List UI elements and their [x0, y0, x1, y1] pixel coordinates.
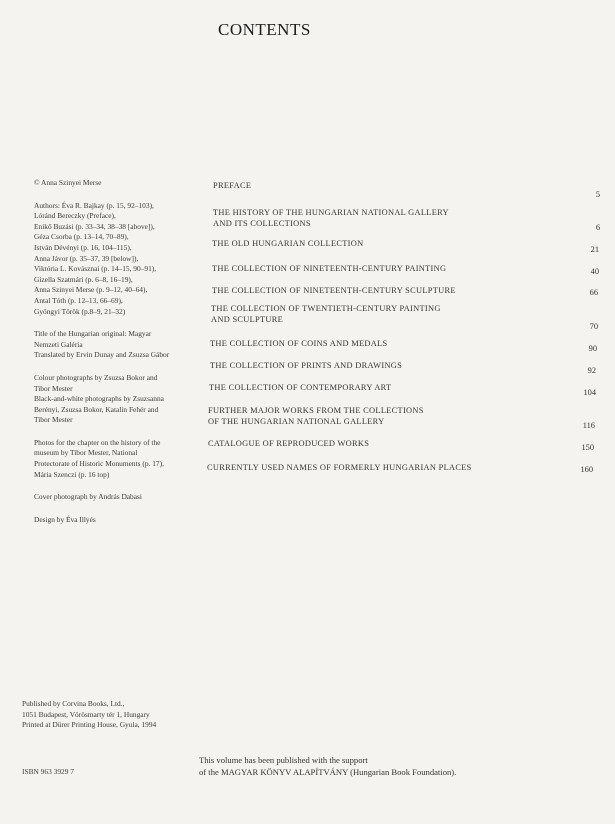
toc-entry-page: 40: [590, 267, 599, 276]
toc-entry-title: THE COLLECTION OF NINETEENTH-CENTURY SCULPTURE: [212, 286, 456, 295]
support-line: This volume has been published with the support: [199, 755, 368, 765]
toc-entry-title: CURRENTLY USED NAMES OF FORMERLY HUNGARIAN PLACES: [207, 463, 472, 472]
history-photo-line: Protectorate of Historic Monuments (p. 17),: [34, 459, 164, 469]
toc-entry-title: FURTHER MAJOR WORKS FROM THE COLLECTIONS OF THE HUNGARIAN NATIONAL GALLERY: [208, 406, 424, 426]
toc-entry-page: 5: [595, 190, 600, 199]
support-line: of the MAGYAR KÖNYV ALAPÍTVÁNY (Hungarian Book Foundation).: [199, 766, 457, 777]
history-photo-line: Photos for the chapter on the history of the: [34, 437, 161, 447]
toc-entry-title: CATALOGUE OF REPRODUCED WORKS: [208, 439, 370, 448]
photo-credit-line: Black-and-white photographs by Zsuzsanna: [34, 394, 164, 404]
original-line: Title of the Hungarian original: Magyar: [34, 329, 152, 339]
author-line: Antal Tóth (p. 12–13, 66–69),: [34, 295, 123, 305]
toc-entry-page: 160: [580, 465, 593, 474]
page-title: CONTENTS: [218, 20, 311, 39]
photo-credit-line: Tibor Mester: [34, 415, 73, 425]
toc-entry-page: 116: [582, 421, 595, 430]
toc-entry-page: 70: [589, 322, 598, 331]
publisher-address: 1051 Budapest, Vörösmarty tér 1, Hungary: [22, 709, 150, 719]
support-note: [199, 755, 456, 778]
publisher-line: Published by Corvina Books, Ltd.,: [22, 699, 125, 708]
author-line: Anna Jávor (p. 35–37, 39 [below]),: [34, 253, 139, 263]
design-credit: Design by Éva Illyés: [34, 514, 96, 524]
toc-entry-page: 6: [595, 223, 600, 232]
cover-credit: Cover photograph by András Dabasi: [34, 492, 142, 502]
toc-entry-title: THE COLLECTION OF TWENTIETH-CENTURY PAINTING AND SCULPTURE: [211, 304, 441, 324]
history-photo-line: Mária Szenczi (p. 16 top): [34, 469, 110, 479]
printer-line: Printed at Dürer Printing House, Gyula, 1994: [22, 720, 157, 730]
toc-entry-title: THE COLLECTION OF CONTEMPORARY ART: [209, 383, 392, 392]
toc-entry-page: 66: [589, 288, 598, 297]
publisher-block: [22, 699, 156, 731]
toc-entry-page: 150: [581, 443, 594, 452]
author-line: Authors: Éva R. Bajkay (p. 15, 92–103),: [34, 200, 154, 210]
author-line: Lóránd Bereczky (Preface),: [34, 211, 116, 221]
author-line: István Dévényi (p. 16, 104–115),: [34, 242, 132, 252]
toc-entry-title: THE COLLECTION OF NINETEENTH-CENTURY PAINTING: [212, 264, 447, 273]
copyright-line: © Anna Szinyei Merse: [34, 178, 102, 187]
toc-entry-title: THE COLLECTION OF COINS AND MEDALS: [210, 339, 388, 348]
isbn: ISBN 963 3929 7: [22, 767, 74, 776]
toc-entry-title: THE COLLECTION OF PRINTS AND DRAWINGS: [210, 361, 403, 370]
author-line: Gizella Szatmári (p. 6–8, 16–19),: [34, 274, 133, 284]
author-line: Géza Csorba (p. 13–14, 70–89),: [34, 232, 129, 242]
original-line: Nemzeti Galéria: [34, 339, 83, 349]
toc-entry-page: 92: [587, 366, 596, 375]
photo-credit-line: Colour photographs by Zsuzsa Bokor and: [34, 372, 158, 382]
author-line: Enikő Buzási (p. 33–34, 38–38 [above]),: [34, 221, 155, 231]
toc-entry-title: THE HISTORY OF THE HUNGARIAN NATIONAL GALLERY AND ITS COLLECTIONS: [213, 208, 449, 228]
toc-entry-page: 21: [590, 245, 599, 254]
translator-line: Translated by Ervin Dunay and Zsuzsa Gábor: [34, 350, 170, 360]
author-line: Viktória L. Kovásznai (p. 14–15, 90–91),: [34, 264, 157, 274]
author-line: Gyöngyi Török (p.8–9, 21–32): [34, 306, 126, 316]
history-photo-line: museum by Tibor Mester, National: [34, 448, 138, 458]
toc-entry-page: 104: [583, 388, 596, 397]
author-line: Anna Szinyei Merse (p. 9–12, 40–64),: [34, 285, 148, 295]
photo-credit-line: Berényi, Zsuzsa Bokor, Katalin Fehér and: [34, 404, 159, 414]
toc-entry-page: 90: [588, 344, 597, 353]
toc-entry-title: THE OLD HUNGARIAN COLLECTION: [212, 239, 364, 248]
photo-credit-line: Tibor Mester: [34, 383, 73, 393]
toc-entry-title: PREFACE: [213, 181, 252, 190]
